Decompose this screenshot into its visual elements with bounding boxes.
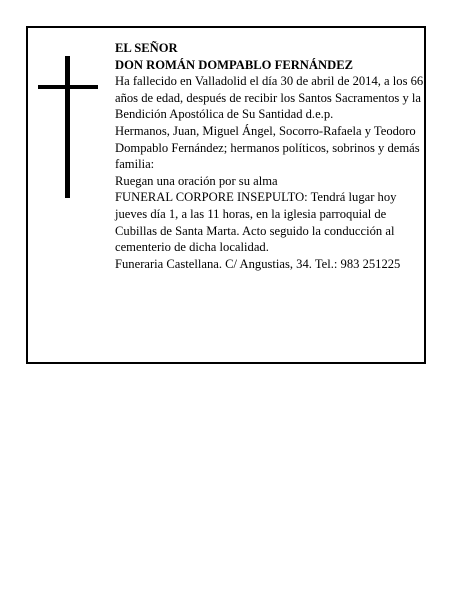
prayer-request: Ruegan una oración por su alma: [115, 173, 278, 188]
obituary-notice: [26, 26, 426, 364]
funeral-details: FUNERAL CORPORE INSEPULTO: Tendrá lugar hoy jueves día 1, a las 11 horas, en la iglesia parroquial de Cubillas de Santa Marta. Acto seguido la conducción al cementerio de dicha localidad.: [115, 190, 397, 255]
funeral-home-contact: Funeraria Castellana. C/ Angustias, 34. Tel.: 983 251225: [115, 256, 401, 271]
cross-icon: [38, 56, 98, 198]
cross-horizontal-bar: [38, 85, 98, 89]
deceased-name: DON ROMÁN DOMPABLO FERNÁNDEZ: [115, 57, 353, 72]
death-announcement: Ha fallecido en Valladolid el día 30 de abril de 2014, a los 66 años de edad, después de recibir los Santos Sacramentos y la Bendición Apostólica de Su Santidad d.e.p.: [115, 74, 424, 122]
cross-vertical-bar: [65, 56, 70, 198]
family-list: Hermanos, Juan, Miguel Ángel, Socorro-Rafaela y Teodoro Dompablo Fernández; hermanos políticos, sobrinos y demás familia:: [115, 123, 420, 172]
notice-text: [115, 40, 427, 272]
notice-title-line1: EL SEÑOR: [115, 41, 178, 55]
